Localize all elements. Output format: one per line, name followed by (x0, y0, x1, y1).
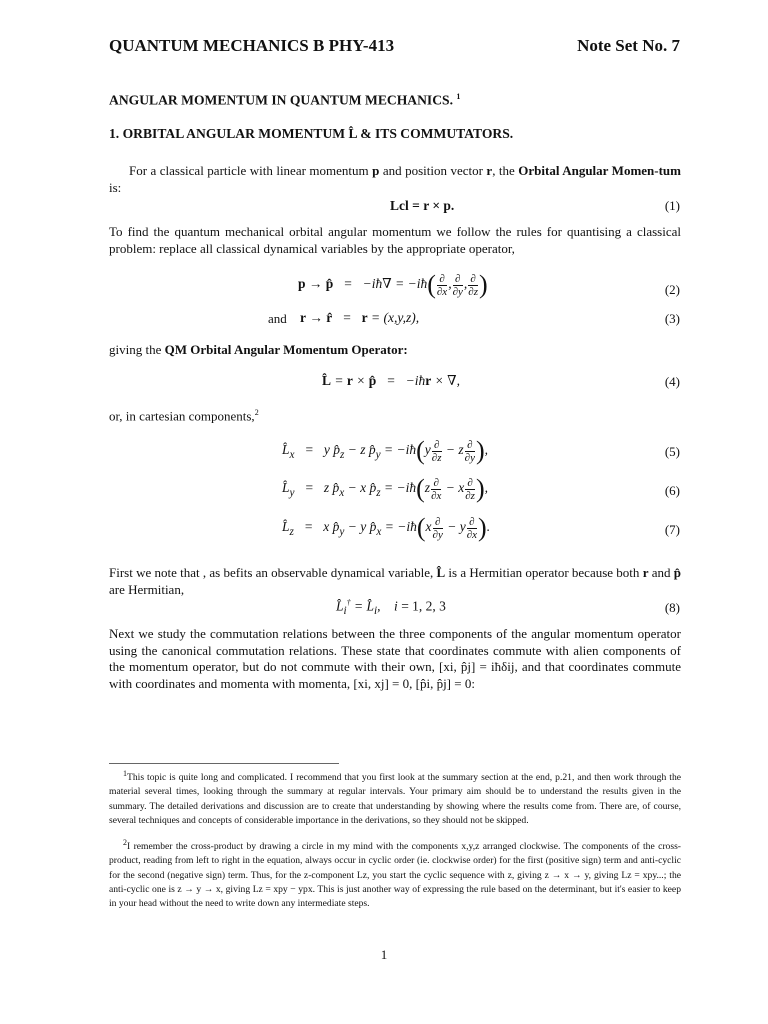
paragraph-cartesian: or, in cartesian components,$^2$ (109, 408, 259, 424)
equation-5: $L̂_x = y$ $p̂_z - z$ $p̂_y$ = −iħ(y $\frac{\partial}{\partial z}$ − z $\frac{\partial}{\partial y}$ ), (282, 436, 489, 465)
equation-number: (4) (664, 374, 680, 389)
and-label: and (268, 311, 287, 326)
equation-number: (7) (664, 522, 680, 537)
page-number: 1 (380, 947, 388, 962)
equation-3: r → r̂ = r = (x,y,z), (300, 310, 420, 325)
equation-number: (6) (664, 483, 680, 498)
footnote-2: $^2$I remember the cross-product by drawing a circle in my mind with the components x,y,z arranged clockwise. The components of the cross-product, reading from left to right in the equation, always occur in cyclic order (ie. clockwise order) for the first (positive sign) term and anti-cyclic for the second (negative sign) term. Thus, for the z-component Lz, you start the cyclic sequence with z, giving z → x → y, giving Lz = xpy...; the anti-cyclic one is z → y → x, giving Lz = xpy − ypx. This is just another way of expressing the rule based on the determinant, but it's easier to keep in your head without the need to write down any intermediate steps. (109, 838, 681, 910)
paragraph-hermitian: First we note that , as befits an observable dynamical variable, L̂ is a Hermitian operator because both r and p̂ are Hermitian, (109, 565, 681, 597)
equation-number: (3) (664, 311, 680, 326)
footnote-divider (109, 763, 339, 764)
equation-7: $L̂_z = x$ $p̂_y - y$ $p̂_x$ = −iħ(x $\frac{\partial}{\partial y}$ − y $\frac{\partial}{\partial x}$ ). (282, 513, 491, 542)
paragraph-quantise: To find the quantum mechanical orbital angular momentum we follow the rules for quantising a classical problem: replace all classical dynamical variables by the appropriate operator, (109, 224, 681, 256)
header-course: QUANTUM MECHANICS B PHY-413 (109, 36, 395, 55)
equation-number: (2) (664, 282, 680, 297)
paragraph-operator: giving the QM Orbital Angular Momentum Operator: (109, 342, 408, 357)
header-note-set: Note Set No. 7 (577, 36, 680, 55)
equation-2: p → p̂ = −iħ∇ = −iħ( $\frac{\partial}{\partial x}$ , $\frac{\partial}{\partial y}$ , $\frac{\partial}{\partial z}$ ) (298, 270, 488, 299)
paragraph-intro: For a classical particle with linear momentum p and position vector r, the Orbital Angular Momen-tum is: (109, 163, 681, 195)
equation-8: $L̂_i^\dagger$ = $L̂_i$, i = 1, 2, 3 (336, 598, 446, 618)
section-heading: 1. ORBITAL ANGULAR MOMENTUM L̂ & ITS COMMUTATORS. (109, 126, 514, 141)
equation-6: $L̂_y = z$ $p̂_x - x$ $p̂_z$ = −iħ(z $\frac{\partial}{\partial x}$ − x $\frac{\partial}{\partial z}$ ), (282, 474, 489, 503)
footnote-1: $^1$This topic is quite long and complicated. I recommend that you first look at the summary section at the end, p.21, and then work through the material several times, looking through the summary at regular intervals. Your primary aim should be to understand the results given in the summary. The detailed derivations and discussion are to create that understanding by showing where the results come from. There are, of course, several techniques and concepts of considerable importance in the derivations, so they should not be skipped. (109, 769, 681, 827)
equation-number: (5) (664, 444, 680, 459)
page-title: ANGULAR MOMENTUM IN QUANTUM MECHANICS. $^1$ (109, 92, 461, 108)
paragraph-commutation: Next we study the commutation relations between the three components of the angular momentum operator using the canonical commutation relations. These state that coordinates commute with alien components of the momentum operator, but do not commute with their own, [xi, p̂j] = iħδij, and that coordinates commute with coordinates and momenta with momenta, [xi, xj] = 0, [p̂i, p̂j] = 0: (109, 626, 681, 691)
equation-number: (8) (664, 600, 680, 615)
equation-number: (1) (664, 198, 680, 213)
equation-1: Lcl = r × p. (390, 198, 455, 213)
equation-4: L̂ = r × p̂ = −iħr × ∇, (322, 373, 460, 388)
